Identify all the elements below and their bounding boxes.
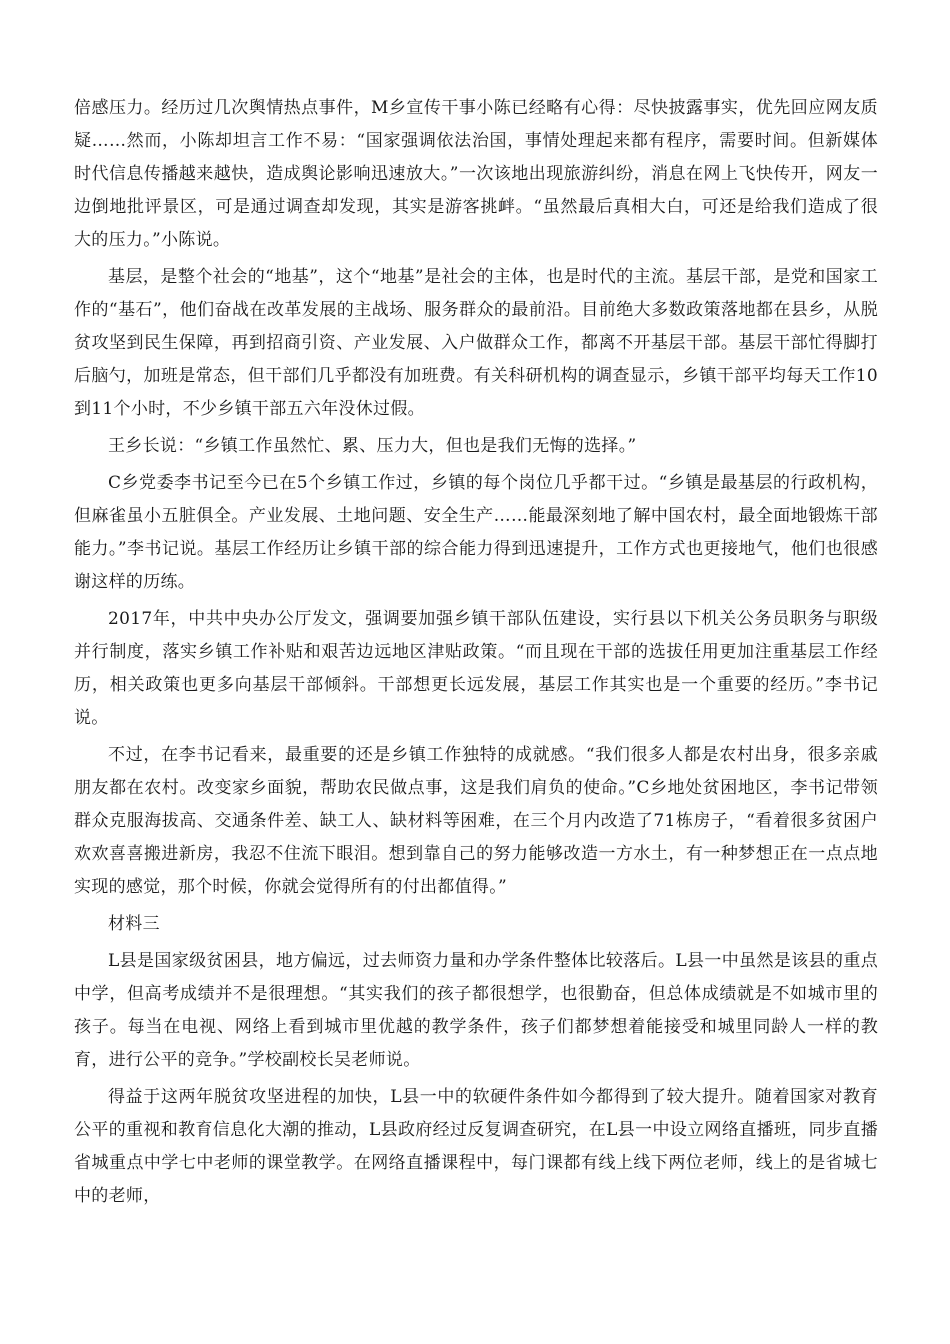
section-heading-material-three: 材料三 xyxy=(108,914,160,934)
paragraph-2017-policy: 2017年，中共中央办公厅发文，强调要加强乡镇干部队伍建设，实行县以下机关公务员职务与职级并行制度，落实乡镇工作补贴和艰苦边远地区津贴政策。“而且现在干部的选拔任用更加注重基层工作经历，相关政策也更多向基层干部倾斜。干部想更长远发展，基层工作其实也是一个重要的经历。”李书记说。 xyxy=(74,609,878,728)
document-body xyxy=(74,92,878,1213)
paragraph-grassroots: 基层，是整个社会的“地基”，这个“地基”是社会的主体，也是时代的主流。基层干部，是党和国家工作的“基石”，他们奋战在改革发展的主战场、服务群众的最前沿。目前绝大多数政策落地都在县乡，从脱贫攻坚到民生保障，再到招商引资、产业发展、入户做群众工作，都离不开基层干部。基层干部忙得脚打后脑勺，加班是常态，但干部们几乎都没有加班费。有关科研机构的调查显示，乡镇干部平均每天工作10到11个小时，不少乡镇干部五六年没休过假。 xyxy=(74,267,878,419)
paragraph-l-county: L县是国家级贫困县，地方偏远，过去师资力量和办学条件整体比较落后。L县一中虽然是该县的重点中学，但高考成绩并不是很理想。“其实我们的孩子都很想学，也很勤奋，但总体成绩就是不如城市里的孩子。每当在电视、网络上看到城市里优越的教学条件，孩子们都梦想着能接受和城里同龄人一样的教育，进行公平的竞争。”学校副校长吴老师说。 xyxy=(74,951,878,1070)
paragraph-achievement: 不过，在李书记看来，最重要的还是乡镇工作独特的成就感。“我们很多人都是农村出身，很多亲戚朋友都在农村。改变家乡面貌，帮助农民做点事，这是我们肩负的使命。”C乡地处贫困地区，李书记带领群众克服海拔高、交通条件差、缺工人、缺材料等困难，在三个月内改造了71栋房子，“看着很多贫困户欢欢喜喜搬进新房，我忍不住流下眼泪。想到靠自己的努力能够改造一方水土，有一种梦想正在一点点地实现的感觉，那个时候，你就会觉得所有的付出都值得。” xyxy=(74,745,878,897)
paragraph-continuation: 倍感压力。经历过几次舆情热点事件，M乡宣传干事小陈已经略有心得：尽快披露事实，优先回应网友质疑……然而，小陈却坦言工作不易：“国家强调依法治国，事情处理起来都有程序，需要时间。但新媒体时代信息传播越来越快，造成舆论影响迅速放大。”一次该地出现旅游纠纷，消息在网上飞快传开，网友一边倒地批评景区，可是通过调查却发现，其实是游客挑衅。“虽然最后真相大白，可还是给我们造成了很大的压力。”小陈说。 xyxy=(74,98,878,250)
paragraph-online-classes: 得益于这两年脱贫攻坚进程的加快，L县一中的软硬件条件如今都得到了较大提升。随着国家对教育公平的重视和教育信息化大潮的推动，L县政府经过反复调查研究，在L县一中设立网络直播班，同步直播省城重点中学七中老师的课堂教学。在网络直播课程中，每门课都有线上线下两位老师，线上的是省城七中的老师， xyxy=(74,1087,878,1206)
paragraph-wang-quote: 王乡长说：“乡镇工作虽然忙、累、压力大，但也是我们无悔的选择。” xyxy=(108,436,637,456)
paragraph-secretary-li: C乡党委李书记至今已在5个乡镇工作过，乡镇的每个岗位几乎都干过。“乡镇是最基层的行政机构，但麻雀虽小五脏俱全。产业发展、土地问题、安全生产……能最深刻地了解中国农村，最全面地锻炼干部能力。”李书记说。基层工作经历让乡镇干部的综合能力得到迅速提升，工作方式也更接地气，他们也很感谢这样的历练。 xyxy=(74,473,878,592)
